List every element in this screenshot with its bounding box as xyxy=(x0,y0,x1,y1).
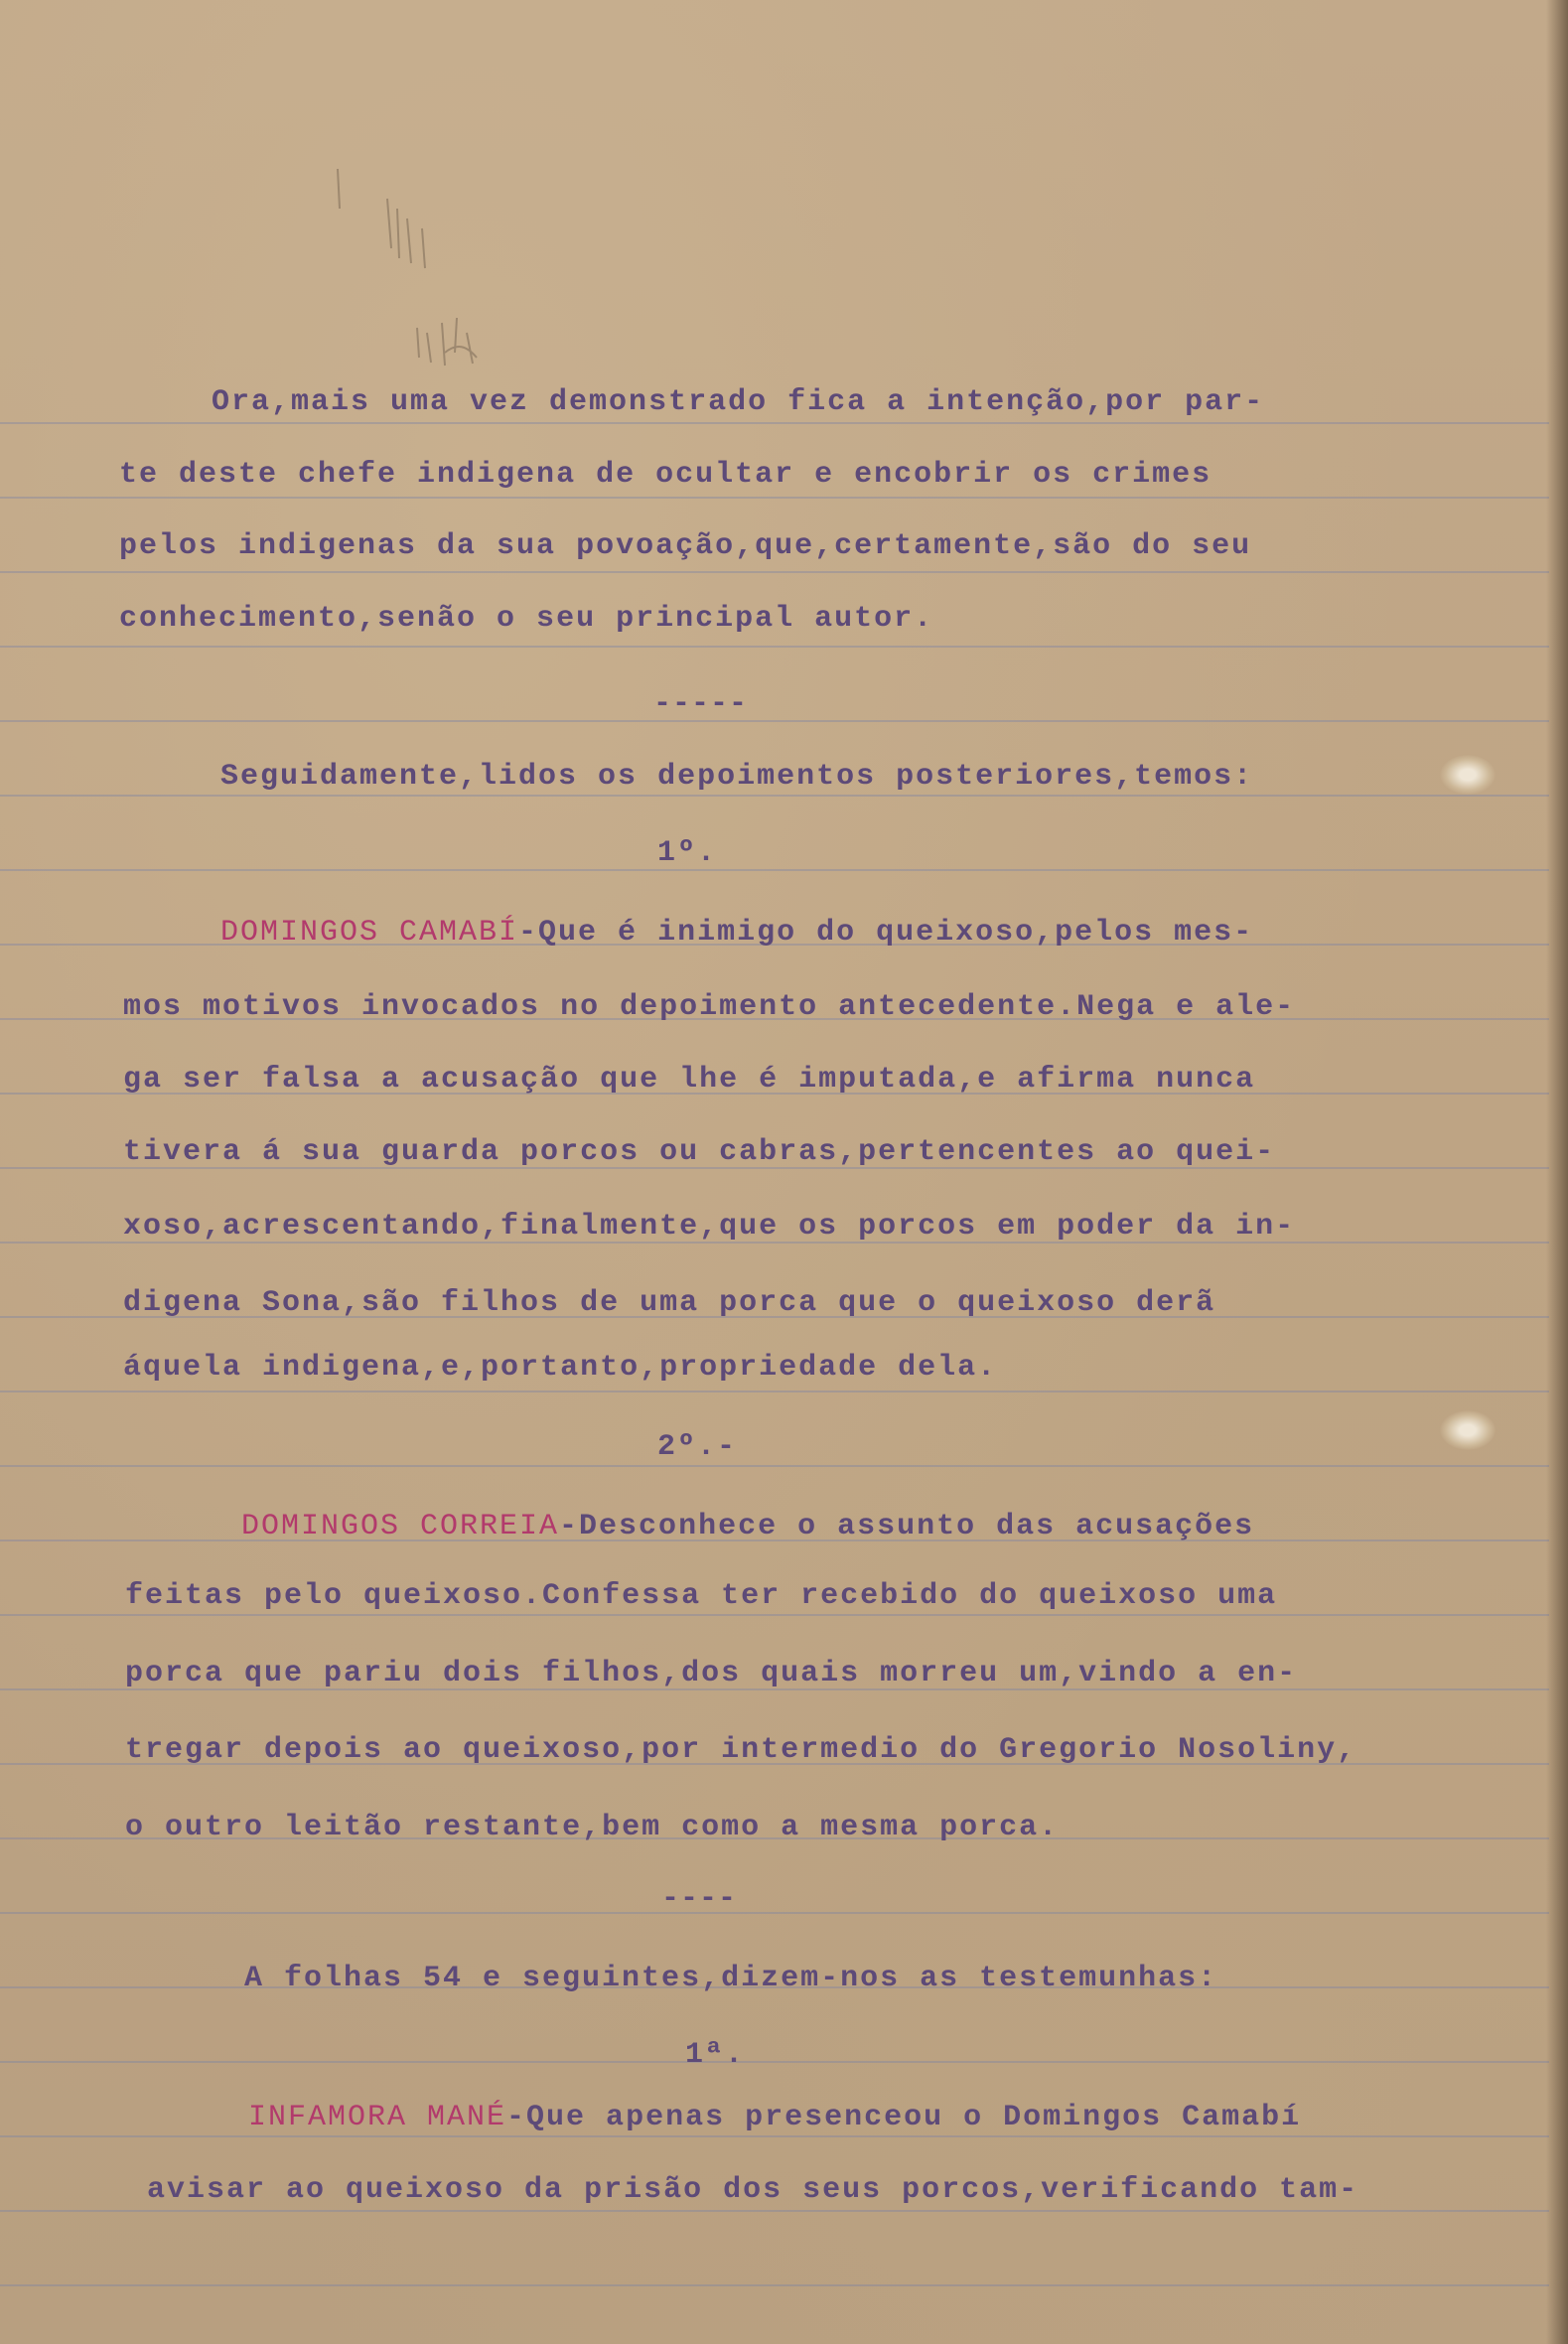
text-line: mos motivos invocados no depoimento antecedente.Nega e ale- xyxy=(123,990,1296,1024)
text-line: avisar ao queixoso da prisão dos seus porcos,verificando tam- xyxy=(147,2173,1359,2207)
text-line: feitas pelo queixoso.Confessa ter recebido do queixoso uma xyxy=(125,1579,1278,1613)
testimony-line: INFAMORA MANÉ-Que apenas presenceou o Domingos Camabí xyxy=(248,2101,1302,2134)
text-line: pelos indigenas da sua povoação,que,certamente,são do seu xyxy=(119,529,1252,563)
text-line: te deste chefe indigena de ocultar e encobrir os crimes xyxy=(119,458,1212,492)
ruled-line xyxy=(0,720,1549,722)
section-intro: A folhas 54 e seguintes,dizem-nos as testemunhas: xyxy=(244,1962,1218,1995)
text-line: tregar depois ao queixoso,por intermedio do Gregorio Nosoliny, xyxy=(125,1733,1357,1767)
text-line: Ora,mais uma vez demonstrado fica a intenção,por par- xyxy=(212,385,1265,419)
item-number: 1º. xyxy=(657,836,718,870)
person-name: DOMINGOS CAMABÍ xyxy=(220,916,519,950)
text-line: xoso,acrescentando,finalmente,que os porcos em poder da in- xyxy=(123,1210,1296,1244)
ruled-line xyxy=(0,869,1549,871)
ruled-line xyxy=(0,2210,1549,2212)
item-number: 1ª. xyxy=(685,2038,746,2072)
ruled-line xyxy=(0,2135,1549,2137)
ruled-line xyxy=(0,497,1549,499)
ruled-line xyxy=(0,646,1549,648)
ruled-line xyxy=(0,2061,1549,2063)
ruled-line xyxy=(0,795,1549,797)
ruled-line xyxy=(0,2284,1549,2286)
section-intro: Seguidamente,lidos os depoimentos posteriores,temos: xyxy=(220,760,1254,794)
deposition-line: DOMINGOS CORREIA-Desconhece o assunto das acusações xyxy=(241,1510,1255,1543)
text-line: tivera á sua guarda porcos ou cabras,pertencentes ao quei- xyxy=(123,1135,1276,1169)
separator: ---- xyxy=(661,1882,738,1916)
page-edge-shadow xyxy=(1546,0,1568,2344)
pencil-scribble xyxy=(328,139,566,397)
ruled-line xyxy=(0,1912,1549,1914)
punch-hole xyxy=(1440,1410,1496,1450)
ruled-line xyxy=(0,571,1549,573)
ruled-line xyxy=(0,1614,1549,1616)
deposition-line: DOMINGOS CAMABÍ-Que é inimigo do queixoso,pelos mes- xyxy=(220,916,1254,950)
text-line: o outro leitão restante,bem como a mesma porca. xyxy=(125,1811,1060,1844)
punch-hole xyxy=(1440,755,1496,795)
text-line: ga ser falsa a acusação que lhe é imputada,e afirma nunca xyxy=(123,1063,1256,1097)
text-line: porca que pariu dois filhos,dos quais morreu um,vindo a en- xyxy=(125,1657,1298,1690)
separator: ----- xyxy=(653,687,749,721)
ruled-line xyxy=(0,1465,1549,1467)
text-line: conhecimento,senão o seu principal autor. xyxy=(119,602,934,636)
item-number: 2º.- xyxy=(657,1430,738,1464)
ruled-line xyxy=(0,1391,1549,1392)
text-line: áquela indigena,e,portanto,propriedade dela. xyxy=(123,1351,998,1385)
ruled-line xyxy=(0,422,1549,424)
person-name: INFAMORA MANÉ xyxy=(248,2101,507,2134)
text-line: digena Sona,são filhos de uma porca que o queixoso derã xyxy=(123,1286,1216,1320)
person-name: DOMINGOS CORREIA xyxy=(241,1510,560,1543)
